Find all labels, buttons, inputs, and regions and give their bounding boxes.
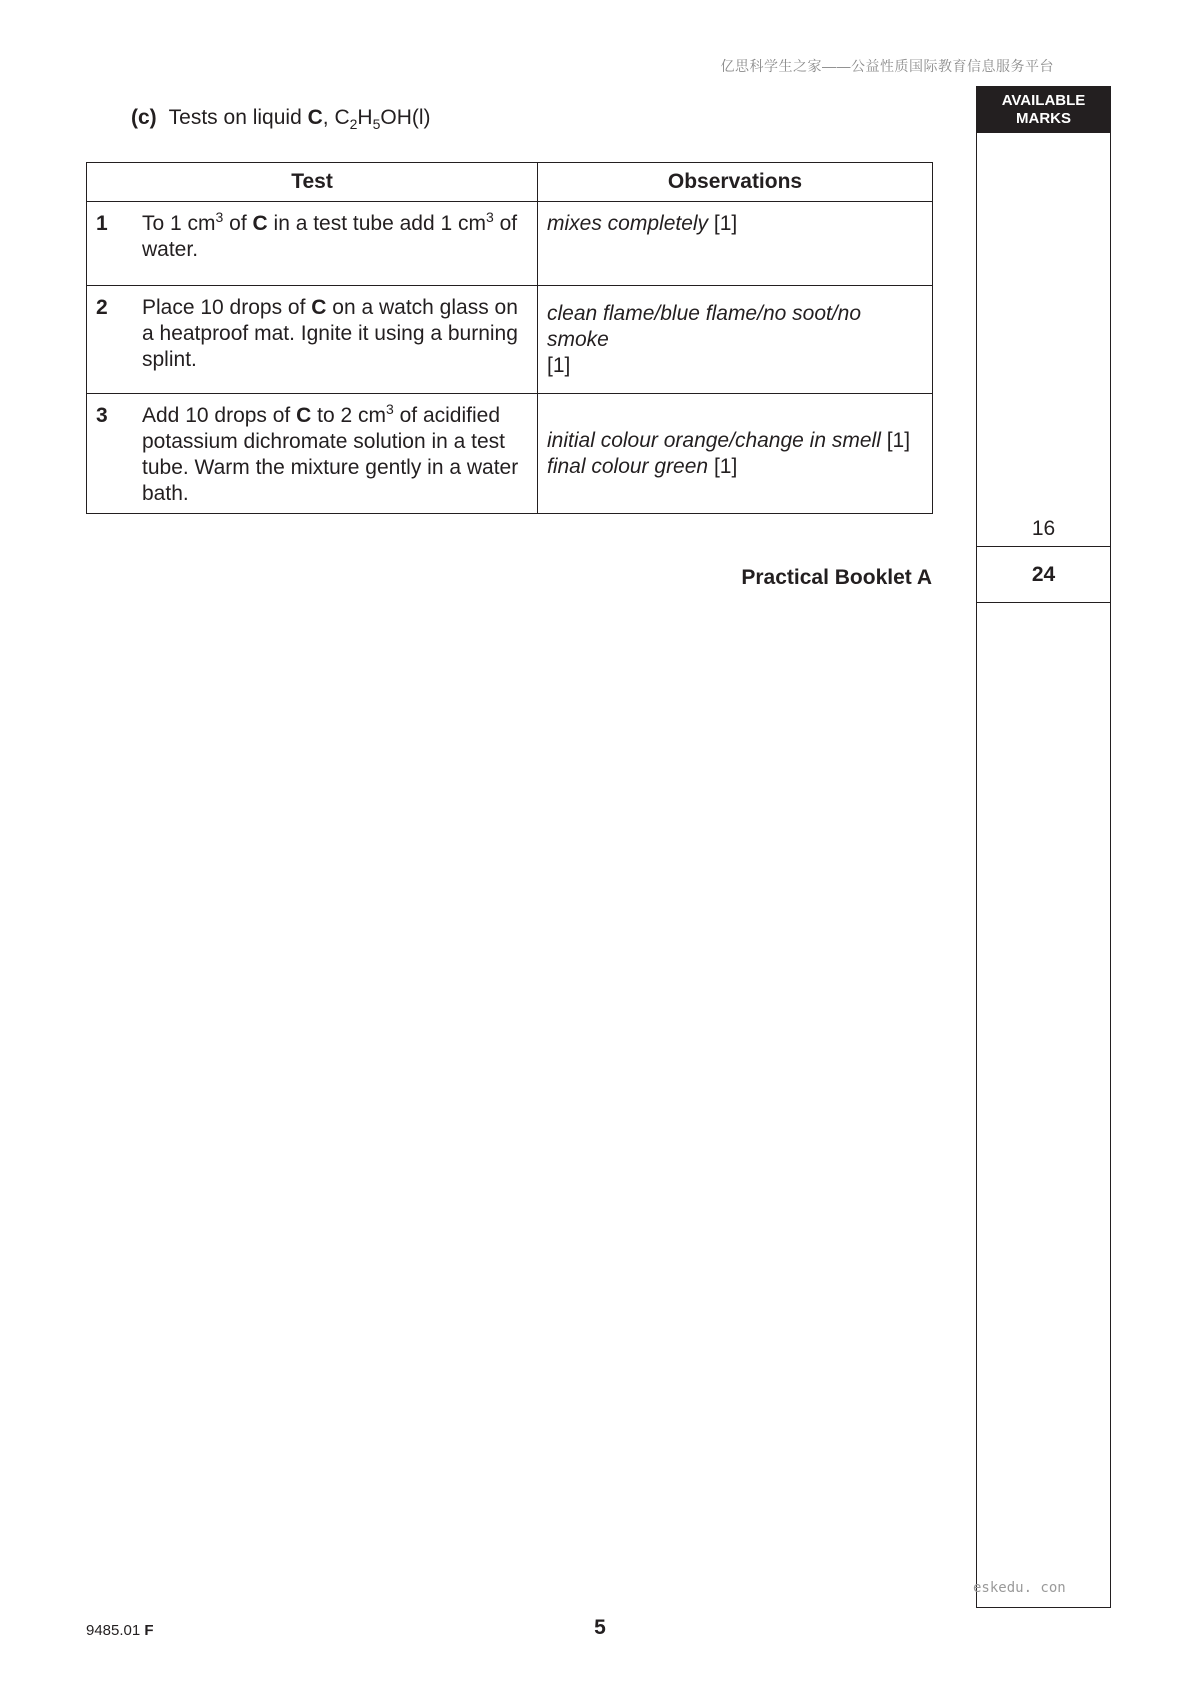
observation-cell (538, 202, 933, 286)
observation-text: mixes completely (547, 212, 709, 235)
observation-text: clean flame/blue flame/no soot/no smoke (547, 301, 862, 351)
part-heading (131, 106, 431, 133)
watermark-top: 亿思科学生之家——公益性质国际教育信息服务平台 (720, 58, 1054, 74)
mark: [1] (708, 454, 738, 478)
table-row (87, 202, 933, 286)
test-text: Add 10 drops of C to 2 $cm^3$ of acidified potassium dichromate solution in a test tube. Warm the mixture gently in a water bath. (142, 401, 519, 505)
part-letter: C (307, 106, 323, 129)
tests-table (86, 162, 933, 514)
marks-subtotal: 16 (977, 511, 1110, 547)
paper-code: 9485.01 F (86, 1622, 154, 1639)
formula-c-sub: 2 (349, 116, 358, 133)
observation-cell (538, 394, 933, 514)
table-header-row (87, 163, 933, 202)
mark: [1] (708, 212, 738, 235)
row-number: 3 (96, 404, 108, 427)
row-number: 2 (96, 296, 108, 319)
table-row (87, 286, 933, 394)
part-text: Tests on liquid (168, 106, 308, 129)
booklet-label: Practical Booklet A (741, 566, 932, 589)
marks-total: 24 (977, 547, 1110, 603)
available-marks-header: AVAILABLE MARKS (977, 87, 1110, 133)
formula-h: H (357, 106, 373, 129)
observation-text: initial colour orange/change in smell (547, 428, 881, 452)
page-number: 5 (594, 1616, 606, 1639)
test-cell (87, 286, 538, 394)
table-row (87, 394, 933, 514)
row-number: 1 (96, 212, 108, 235)
observation-text: final colour green (547, 454, 709, 478)
mark: [1] (547, 353, 571, 377)
part-label: (c) (131, 106, 157, 129)
formula-h-sub: 5 (372, 116, 381, 133)
part-comma: , (322, 106, 335, 129)
watermark-bottom: eskedu. con (973, 1580, 1066, 1596)
header-observations: Observations (538, 163, 933, 202)
test-cell (87, 202, 538, 286)
observation-cell (538, 286, 933, 394)
header-test: Test (87, 163, 538, 202)
test-text: Place 10 drops of C on a watch glass on a heatproof mat. Ignite it using a burning splint. (142, 296, 518, 371)
test-cell (87, 394, 538, 514)
formula-rest: OH(l) (380, 106, 431, 129)
test-text: To 1 $cm^3$ of C in a test tube add 1 $cm^3$ of water. (142, 209, 518, 261)
available-marks-column (976, 86, 1111, 1608)
mark: [1] (880, 428, 911, 452)
formula-c: C (334, 106, 350, 129)
